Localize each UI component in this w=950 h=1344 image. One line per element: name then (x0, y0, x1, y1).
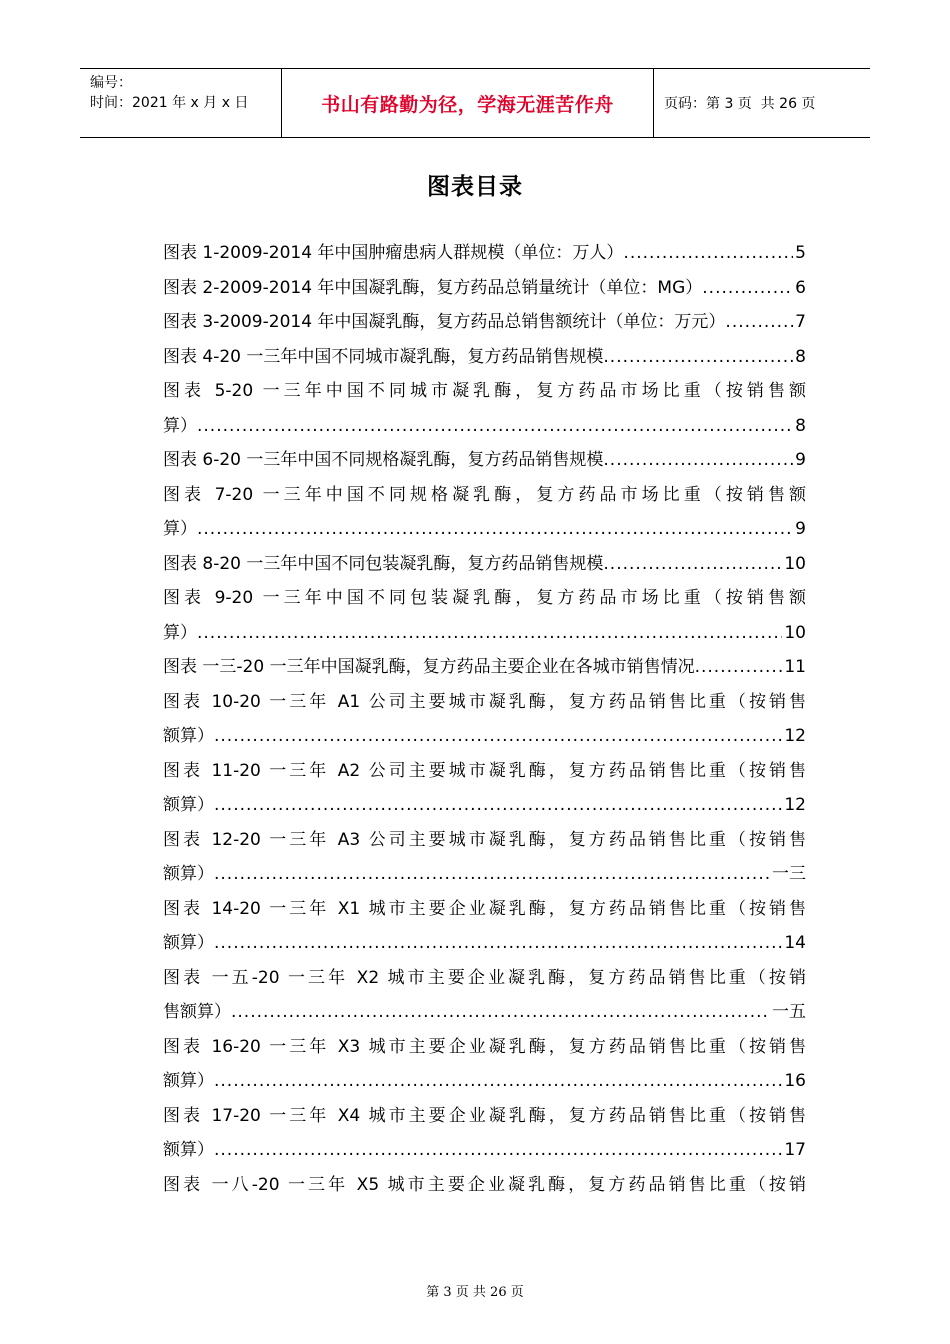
toc-dot-leader (197, 409, 793, 444)
toc-dot-leader (214, 719, 782, 754)
toc-page-number: 17 (784, 1140, 806, 1160)
toc-page-number: 12 (784, 795, 806, 815)
toc-dot-leader (702, 271, 793, 306)
toc-entry[interactable] (163, 754, 806, 823)
toc-page-number: 10 (784, 553, 806, 574)
toc-entry-title: 图表 9-20 一三年中国不同包装凝乳酶，复方药品市场比重（按销售额 (163, 588, 806, 608)
time-label: 时间：2021 年 x 月 x 日 (90, 95, 249, 111)
toc-page-number: 5 (795, 243, 806, 263)
toc-entry-title: 图表 2-2009-2014 年中国凝乳酶，复方药品总销量统计（单位：MG） (163, 277, 703, 298)
toc-entry-title: 图表 14-20 一三年 X1 城市主要企业凝乳酶，复方药品销售比重（按销售 (163, 898, 806, 919)
toc-entry-title: 额算） (163, 795, 214, 815)
toc-dot-leader (623, 236, 793, 271)
toc-entry[interactable] (163, 374, 806, 443)
toc-dot-leader (214, 926, 782, 961)
code-label: 编号： (90, 75, 132, 91)
toc-page-number: 一三 (772, 864, 806, 884)
toc-dot-leader (197, 512, 793, 547)
toc-entry[interactable] (163, 1030, 806, 1099)
toc-dot-leader (214, 788, 782, 823)
toc-entry-title: 额算） (163, 1071, 214, 1091)
toc-entry-title: 额算） (163, 1140, 214, 1160)
toc-entry[interactable] (163, 892, 806, 961)
toc-entry-title: 图表 3-2009-2014 年中国凝乳酶，复方药品总销售额统计（单位：万元） (163, 312, 726, 332)
toc-entry-title: 图表 12-20 一三年 A3 公司主要城市凝乳酶，复方药品销售比重（按销售 (163, 829, 806, 850)
toc-entry[interactable] (163, 961, 806, 1030)
toc-entry[interactable] (163, 685, 806, 754)
toc-dot-leader (603, 443, 793, 478)
toc-entry-title: 算） (163, 622, 197, 643)
footer-page-number: 第 3 页 共 26 页 (426, 1285, 524, 1300)
figure-list (163, 236, 806, 1202)
toc-entry-title: 图表 10-20 一三年 A1 公司主要城市凝乳酶，复方药品销售比重（按销售 (163, 691, 806, 712)
toc-entry-title: 图表 7-20 一三年中国不同规格凝乳酶，复方药品市场比重（按销售额 (163, 484, 806, 505)
toc-dot-leader (695, 650, 783, 685)
page-info-text: 页码：第 3 页 共 26 页 (664, 96, 816, 112)
toc-dot-leader (603, 340, 793, 375)
toc-entry[interactable] (163, 1099, 806, 1168)
toc-entry-title: 图表 5-20 一三年中国不同城市凝乳酶，复方药品市场比重（按销售额 (163, 381, 806, 401)
page-title: 图表目录 (427, 174, 523, 200)
toc-entry-title: 图表 6-20 一三年中国不同规格凝乳酶，复方药品销售规模 (163, 450, 604, 470)
toc-entry[interactable] (163, 236, 806, 271)
header-page-info (654, 69, 870, 137)
toc-page-number: 9 (795, 450, 806, 470)
toc-entry-title: 额算） (163, 864, 214, 884)
toc-dot-leader (197, 616, 782, 651)
toc-entry[interactable] (163, 271, 806, 306)
toc-page-number: 16 (784, 1071, 806, 1091)
toc-page-number: 8 (795, 415, 806, 436)
toc-entry-title: 图表 1-2009-2014 年中国肿瘤患病人群规模（单位：万人） (163, 243, 624, 263)
toc-entry[interactable] (163, 650, 806, 685)
header-meta (80, 69, 282, 137)
toc-page-number: 11 (784, 657, 806, 677)
toc-page-number: 6 (795, 277, 806, 298)
header-slogan: 书山有路勤为径，学海无涯苦作舟 (282, 69, 654, 137)
page-footer (0, 1281, 950, 1300)
toc-entry[interactable] (163, 340, 806, 375)
toc-entry-title: 算） (163, 415, 197, 436)
toc-entry-title: 图表 16-20 一三年 X3 城市主要企业凝乳酶，复方药品销售比重（按销售 (163, 1036, 806, 1057)
toc-dot-leader (214, 1064, 782, 1099)
toc-page-number: 8 (795, 346, 806, 367)
toc-entry[interactable] (163, 443, 806, 478)
toc-page-number: 一五 (772, 1002, 806, 1022)
toc-entry[interactable] (163, 305, 806, 340)
toc-entry-title: 图表 11-20 一三年 A2 公司主要城市凝乳酶，复方药品销售比重（按销售 (163, 760, 806, 781)
toc-entry-title: 额算） (163, 726, 214, 746)
toc-page-number: 7 (795, 312, 806, 332)
toc-entry[interactable] (163, 1168, 806, 1203)
toc-entry[interactable] (163, 547, 806, 582)
toc-entry-title: 图表 4-20 一三年中国不同城市凝乳酶，复方药品销售规模 (163, 346, 604, 367)
toc-page-number: 12 (784, 726, 806, 746)
toc-entry[interactable] (163, 581, 806, 650)
toc-dot-leader (603, 547, 782, 582)
toc-entry-title: 算） (163, 519, 197, 539)
toc-entry-title: 图表 一五-20 一三年 X2 城市主要企业凝乳酶，复方药品销售比重（按销 (163, 967, 806, 988)
toc-dot-leader (725, 305, 793, 340)
page-header (80, 68, 870, 138)
toc-entry-title: 图表 8-20 一三年中国不同包装凝乳酶，复方药品销售规模 (163, 553, 604, 574)
toc-entry-title: 图表 一八-20 一三年 X5 城市主要企业凝乳酶，复方药品销售比重（按销 (163, 1174, 806, 1195)
toc-dot-leader (214, 857, 770, 892)
toc-entry-title: 图表 一三-20 一三年中国凝乳酶，复方药品主要企业在各城市销售情况 (163, 657, 695, 677)
toc-dot-leader (214, 1133, 782, 1168)
toc-entry-title: 售额算） (163, 1002, 231, 1022)
toc-page-number: 10 (784, 622, 806, 643)
toc-entry[interactable] (163, 478, 806, 547)
toc-dot-leader (231, 995, 770, 1030)
toc-page-number: 14 (784, 933, 806, 953)
toc-entry-title: 额算） (163, 933, 214, 953)
toc-page-number: 9 (795, 519, 806, 539)
toc-entry[interactable] (163, 823, 806, 892)
toc-entry-title: 图表 17-20 一三年 X4 城市主要企业凝乳酶，复方药品销售比重（按销售 (163, 1105, 806, 1126)
